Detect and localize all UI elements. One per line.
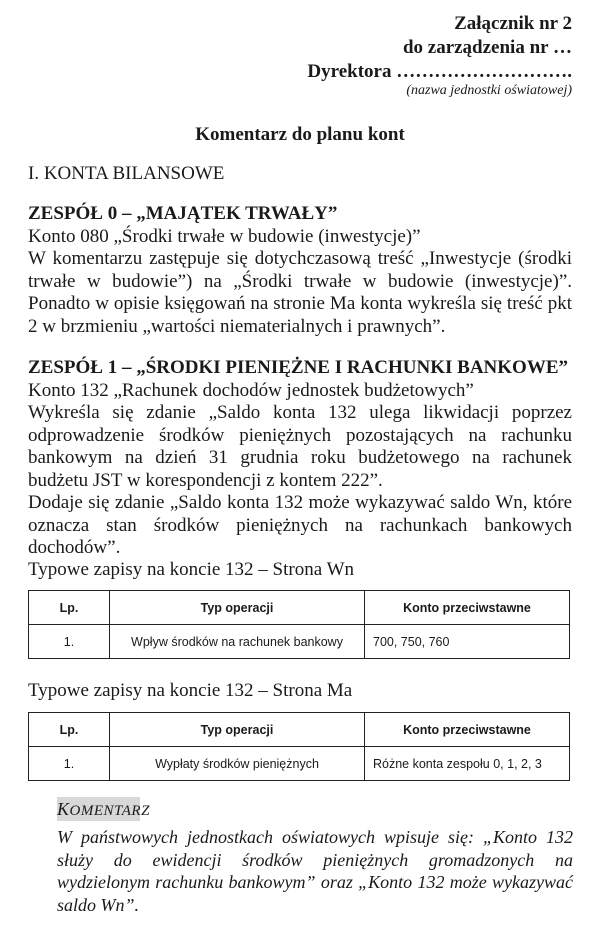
cell-operation-type: Wpływ środków na rachunek bankowy [110,625,365,659]
ordinance-number: do zarządzenia nr … [402,37,572,58]
header-operation-type: Typ operacji [110,591,365,625]
table-wn [28,590,570,659]
group1-heading: ZESPÓŁ 1 – „ŚRODKI PIENIĘŻNE I RACHUNKI BANKOWE” [28,357,569,378]
group1-text-added: Dodaje się zdanie „Saldo konta 132 może wykazywać saldo Wn, które oznacza stan środków pieniężnych na rachunkach bankowych dochodów”. [28,492,572,558]
comment-label-initial: K [57,799,70,819]
cell-lp: 1. [29,625,110,659]
attachment-number: Załącznik nr 2 [454,13,572,34]
cell-counter-account: Różne konta zespołu 0, 1, 2, 3 [365,747,570,781]
table-ma [28,712,570,781]
header-counter-account: Konto przeciwstawne [365,713,570,747]
header-counter-account: Konto przeciwstawne [365,591,570,625]
table-ma-caption: Typowe zapisy na koncie 132 – Strona Ma [28,680,353,701]
section-heading: I. KONTA BILANSOWE [28,163,225,184]
table-header-row [29,591,570,625]
cell-lp: 1. [29,747,110,781]
comment-label-rest: OMENTARZ [69,803,150,819]
group0-heading: ZESPÓŁ 0 – „MAJĄTEK TRWAŁY” [28,203,338,224]
table-row [29,747,570,781]
table-row [29,625,570,659]
comment-text: W państwowych jednostkach oświatowych wpisuje się: „Konto 132 służy do ewidencji środków pieniężnych gromadzonych na wydzielonym rachunku bankowym” oraz „Konto 132 może wykazywać saldo Wn”. [57,827,573,915]
group1-account: Konto 132 „Rachunek dochodów jednostek budżetowych” [28,380,474,401]
cell-counter-account: 700, 750, 760 [365,625,570,659]
group0-text: W komentarzu zastępuje się dotychczasową treść „Inwestycje (środki trwałe w budowie”) na „Środki trwałe w budowie (inwestycje)”. Ponadto w opisie księgowań na stronie Ma konta wykreśla się treść pkt 2 w brzmieniu „wartości niematerialnych i prawnych”. [28,248,572,337]
header-lp: Lp. [29,713,110,747]
header-operation-type: Typ operacji [110,713,365,747]
director-line: Dyrektora ………………………. [307,61,572,82]
cell-operation-type: Wypłaty środków pieniężnych [110,747,365,781]
header-lp: Lp. [29,591,110,625]
group0-account: Konto 080 „Środki trwałe w budowie (inwestycje)” [28,226,421,247]
table-wn-caption: Typowe zapisy na koncie 132 – Strona Wn [28,559,354,580]
group1-text-removed: Wykreśla się zdanie „Saldo konta 132 ulega likwidacji poprzez odprowadzenie środków pieniężnych pozostających na rachunku bankowym na dzień 31 grudnia roku budżetowego na rachunek budżetu JST w korespondencji z kontem 222”. [28,402,572,491]
comment-label [57,797,150,821]
table-header-row [29,713,570,747]
document-title: Komentarz do planu kont [195,124,405,145]
unit-name-note: (nazwa jednostki oświatowej) [406,83,572,98]
